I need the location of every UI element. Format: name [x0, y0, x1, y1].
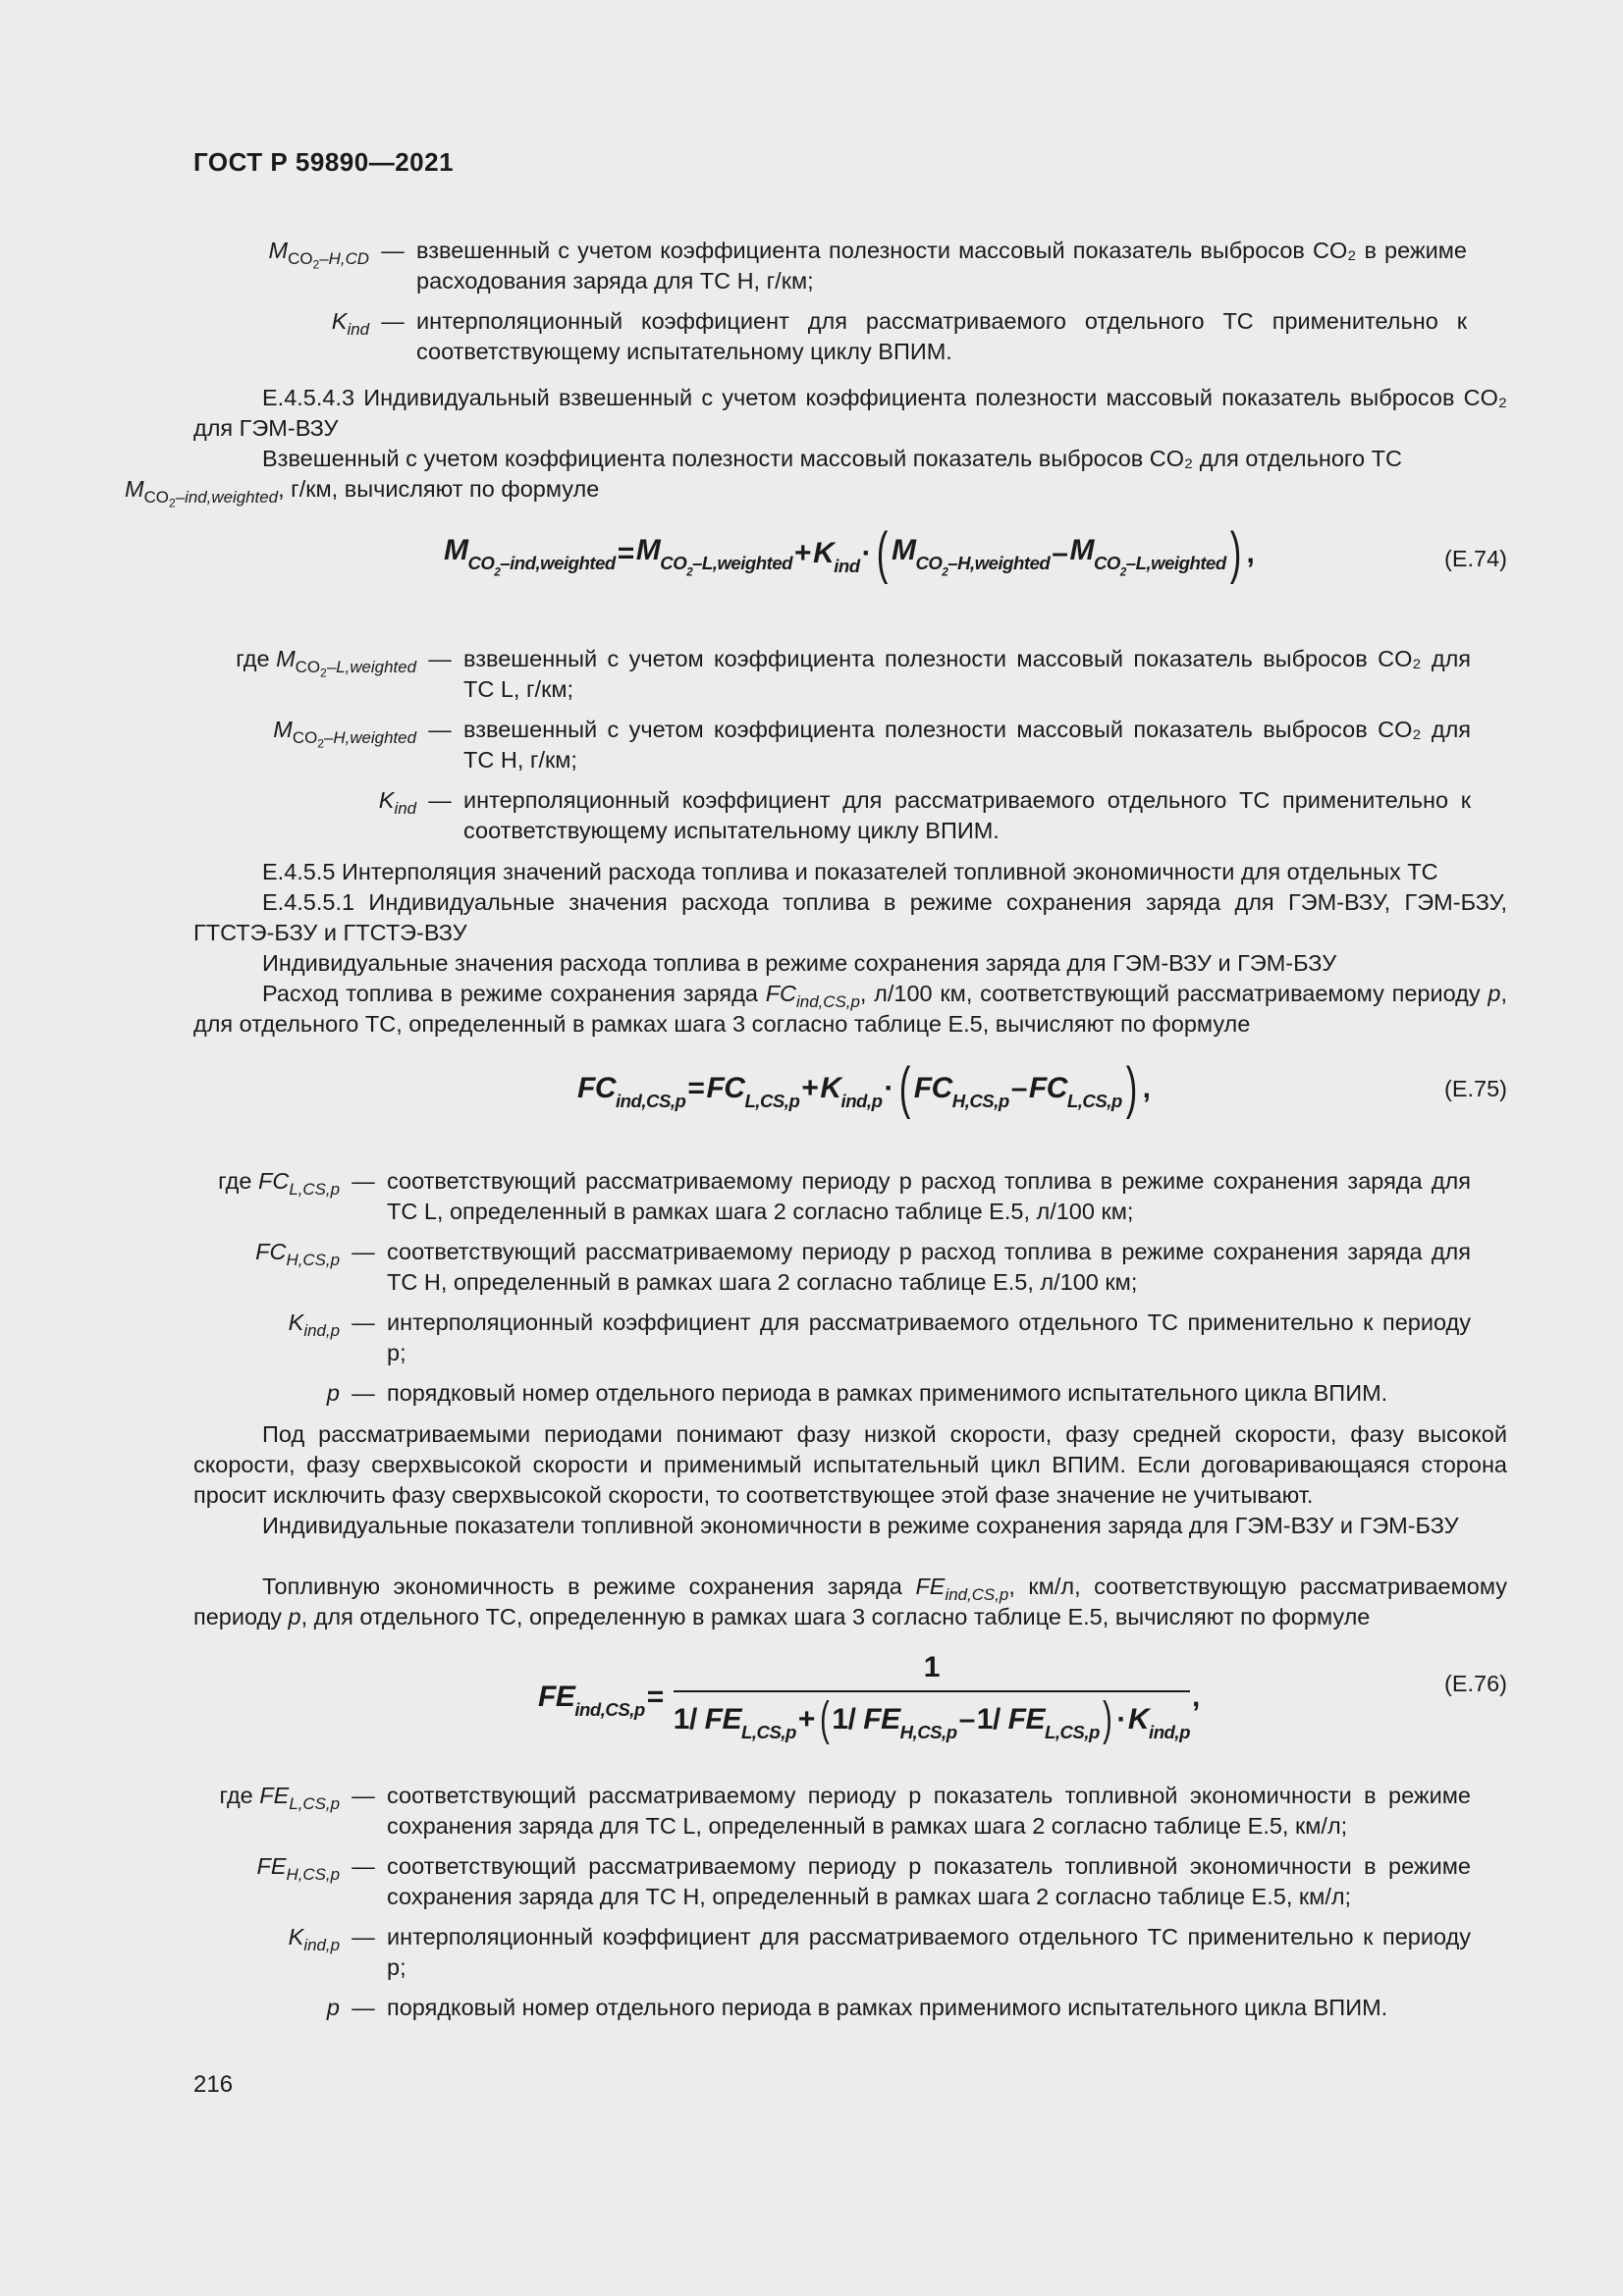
section-e455-title: Е.4.5.5 Интерполяция значений расхода топлива и показателей топливной экономичности для отдельных ТС: [262, 859, 1438, 884]
formula-e75: $FC_{ind,CS,p}$ = $FC_{L,CS,p}$ + $K_{ind,p}$ · ( $FC_{H,CS,p}$ – $FC_{L,CS,p}$ ) ,: [577, 1056, 1151, 1120]
section-e4551-title: Е.4.5.5.1 Индивидуальные значения расхода топлива в режиме сохранения заряда для ГЭМ-ВЗУ, ГЭМ-БЗУ, ГТСТЭ-БЗУ и ГТСТЭ-ВЗУ: [193, 889, 1507, 945]
definition-item: $FC_{H,CS,p}$ — соответствующий рассматриваемому периоду p расход топлива в режиме сохранения заряда для ТС Н, определенный в рамках шага 2 согласно таблице Е.5, л/100 км;: [167, 1237, 1471, 1298]
definition-item: $K_{ind}$ — интерполяционный коэффициент для рассматриваемого отдельного ТС применительно к соответствующему испытательному циклу ВПИМ.: [167, 306, 1467, 367]
formula-e74: $M_{CO_2-ind,weighted}$ = $M_{CO_2-L,weighted}$ + $K_{ind}$ · ( $M_{CO_2-H,weighted}$ – $M_{CO_2-L,weighted}$ ) ,: [444, 521, 1255, 585]
section-e4543-body: Взвешенный с учетом коэффициента полезности массовый показатель выбросов CO₂ для отдельного ТС $M_{CO_2-ind,weighted}$, г/км, вычисляют по формуле: [125, 446, 1402, 510]
definition-item: $M_{CO_2-H,CD}$ — взвешенный с учетом коэффициента полезности массовый показатель выбросов CO₂ в режиме расходования заряда для ТС Н, г/км;: [167, 236, 1467, 296]
formula-e76: $FE_{ind,CS,p}$ = 1 1/ $FE_{L,CS,p}$ + ( 1/ $FE_{H,CS,p}$ – 1/ $FE_{L,CS,p}$ ) · $K_{ind,p}$ ,: [538, 1651, 1200, 1745]
definition-item: $K_{ind}$ — интерполяционный коэффициент для рассматриваемого отдельного ТС применительно к соответствующему испытательному циклу ВПИМ.: [167, 785, 1471, 846]
definition-symbol: $K_{ind}$: [331, 308, 369, 339]
definition-text: интерполяционный коэффициент для рассматриваемого отдельного ТС применительно к периоду p;: [387, 1309, 1471, 1365]
definition-text: соответствующий рассматриваемому периоду p показатель топливной экономичности в режиме сохранения заряда для ТС L, определенный в рамках шага 2 согласно таблице Е.5, км/л;: [387, 1783, 1471, 1839]
definition-text: соответствующий рассматриваемому периоду p расход топлива в режиме сохранения заряда для ТС Н, определенный в рамках шага 2 согласно таблице Е.5, л/100 км;: [387, 1239, 1471, 1295]
page-number: 216: [193, 2071, 234, 2098]
definitions-top: [167, 236, 1467, 377]
section-e4543-title: Е.4.5.4.3 Индивидуальный взвешенный с учетом коэффициента полезности массовый показатель выбросов CO₂ для ГЭМ-ВЗУ: [193, 385, 1507, 441]
definition-item: $K_{ind,p}$ — интерполяционный коэффициент для рассматриваемого отдельного ТС применительно к периоду p;: [167, 1922, 1471, 1983]
definition-symbol: p: [326, 1380, 340, 1406]
definition-item: где $M_{CO_2-L,weighted}$ — взвешенный с учетом коэффициента полезности массовый показатель выбросов CO₂ для ТС L, г/км;: [167, 644, 1471, 705]
definition-symbol: где $FE_{L,CS,p}$: [219, 1783, 340, 1813]
definition-item: $M_{CO_2-H,weighted}$ — взвешенный с учетом коэффициента полезности массовый показатель выбросов CO₂ для ТС Н, г/км;: [167, 715, 1471, 775]
definition-text: взвешенный с учетом коэффициента полезности массовый показатель выбросов CO₂ в режиме расходования заряда для ТС Н, г/км;: [416, 238, 1467, 294]
definition-symbol: $M_{CO_2-H,CD}$: [268, 238, 369, 272]
definitions-e75: [167, 1166, 1471, 1418]
definition-text: порядковый номер отдельного периода в рамках применимого испытательного цикла ВПИМ.: [387, 1995, 1388, 2020]
definitions-e76: [167, 1781, 1471, 2033]
definition-text: соответствующий рассматриваемому периоду p показатель топливной экономичности в режиме сохранения заряда для ТС Н, определенный в рамках шага 2 согласно таблице Е.5, км/л;: [387, 1853, 1471, 1909]
definition-text: интерполяционный коэффициент для рассматриваемого отдельного ТС применительно к периоду p;: [387, 1924, 1471, 1980]
paragraph-indiv-fc: Индивидуальные значения расхода топлива в режиме сохранения заряда для ГЭМ-ВЗУ и ГЭМ-БЗУ: [262, 950, 1337, 976]
paragraph-fe-formula-intro: Топливную экономичность в режиме сохранения заряда $FE_{ind,CS,p}$, км/л, соответствующую рассматриваемому периоду p, для отдельного ТС, определенную в рамках шага 3 согласно таблице Е.5, вычисляют по формуле: [193, 1574, 1507, 1629]
definition-text: взвешенный с учетом коэффициента полезности массовый показатель выбросов CO₂ для ТС Н, г/км;: [463, 717, 1471, 773]
paragraph-periods: Под рассматриваемыми периодами понимают фазу низкой скорости, фазу средней скорости, фазу высокой скорости, фазу сверхвысокой скорости и применимый испытательный цикл ВПИМ. Если договаривающаяся сторона просит исключить фазу сверхвысокой скорости, то соответствующее этой фазе значение не учитывают.: [193, 1421, 1507, 1508]
definition-symbol: $K_{ind,p}$: [288, 1924, 340, 1954]
document-header: ГОСТ Р 59890—2021: [193, 147, 455, 177]
definition-text: соответствующий рассматриваемому периоду p расход топлива в режиме сохранения заряда для ТС L, определенный в рамках шага 2 согласно таблице Е.5, л/100 км;: [387, 1168, 1471, 1224]
definition-symbol: $K_{ind,p}$: [288, 1309, 340, 1340]
definition-symbol: $FE_{H,CS,p}$: [256, 1853, 340, 1884]
paragraph-indiv-fe: Индивидуальные показатели топливной экономичности в режиме сохранения заряда для ГЭМ-ВЗУ и ГЭМ-БЗУ: [262, 1513, 1459, 1538]
definition-symbol: где $FC_{L,CS,p}$: [218, 1168, 340, 1199]
definition-symbol: $K_{ind}$: [378, 787, 416, 818]
paragraph-fc-formula-intro: Расход топлива в режиме сохранения заряда $FC_{ind,CS,p}$, л/100 км, соответствующий рассматриваемому периоду p, для отдельного ТС, определенный в рамках шага 3 согласно таблице Е.5, вычисляют по формуле: [193, 981, 1507, 1037]
definition-text: интерполяционный коэффициент для рассматриваемого отдельного ТС применительно к соответствующему испытательному циклу ВПИМ.: [416, 308, 1467, 364]
definition-text: интерполяционный коэффициент для рассматриваемого отдельного ТС применительно к соответствующему испытательному циклу ВПИМ.: [463, 787, 1471, 843]
definition-item: p — порядковый номер отдельного периода в рамках применимого испытательного цикла ВПИМ.: [167, 1993, 1471, 2023]
equation-number-e76: (E.76): [1444, 1671, 1507, 1696]
equation-number-e75: (E.75): [1444, 1076, 1507, 1101]
definition-symbol: где $M_{CO_2-L,weighted}$: [236, 646, 416, 680]
definition-symbol: p: [326, 1995, 340, 2020]
definition-item: p — порядковый номер отдельного периода в рамках применимого испытательного цикла ВПИМ.: [167, 1378, 1471, 1409]
definition-item: где $FE_{L,CS,p}$ — соответствующий рассматриваемому периоду p показатель топливной экономичности в режиме сохранения заряда для ТС L, определенный в рамках шага 2 согласно таблице Е.5, км/л;: [167, 1781, 1471, 1842]
definition-item: где $FC_{L,CS,p}$ — соответствующий рассматриваемому периоду p расход топлива в режиме сохранения заряда для ТС L, определенный в рамках шага 2 согласно таблице Е.5, л/100 км;: [167, 1166, 1471, 1227]
definition-text: порядковый номер отдельного периода в рамках применимого испытательного цикла ВПИМ.: [387, 1380, 1388, 1406]
definition-item: $K_{ind,p}$ — интерполяционный коэффициент для рассматриваемого отдельного ТС применительно к периоду p;: [167, 1308, 1471, 1368]
definition-symbol: $FC_{H,CS,p}$: [255, 1239, 340, 1269]
definition-item: $FE_{H,CS,p}$ — соответствующий рассматриваемому периоду p показатель топливной экономичности в режиме сохранения заряда для ТС Н, определенный в рамках шага 2 согласно таблице Е.5, км/л;: [167, 1851, 1471, 1912]
definitions-e74: [167, 644, 1471, 856]
definition-symbol: $M_{CO_2-H,weighted}$: [273, 717, 416, 751]
equation-number-e74: (E.74): [1444, 546, 1507, 571]
definition-text: взвешенный с учетом коэффициента полезности массовый показатель выбросов CO₂ для ТС L, г/км;: [463, 646, 1471, 702]
